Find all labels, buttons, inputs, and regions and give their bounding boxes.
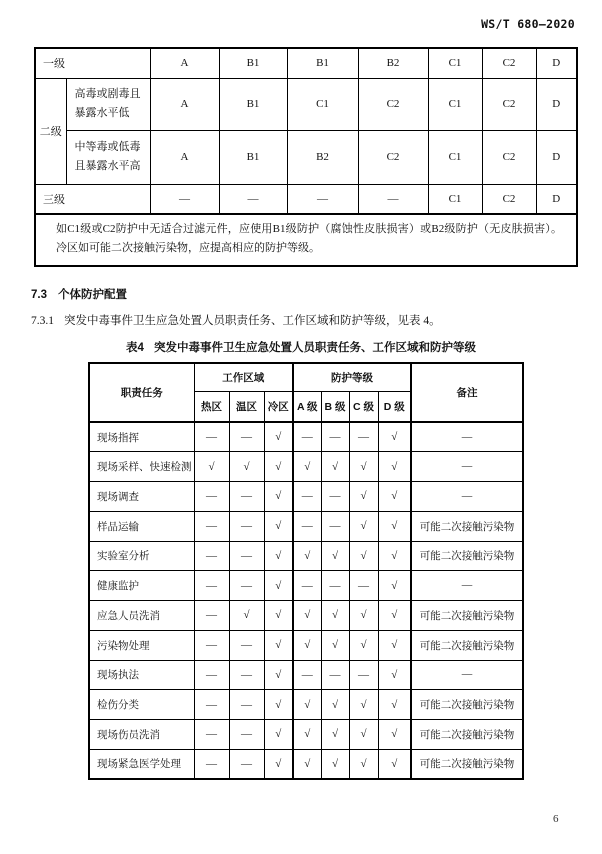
mark-cell: — bbox=[194, 720, 229, 750]
mark-cell: √ bbox=[349, 690, 378, 720]
mark-cell: — bbox=[194, 749, 229, 779]
table4-row bbox=[89, 601, 523, 631]
grade-cell: C2 bbox=[482, 130, 536, 184]
mark-cell: √ bbox=[321, 749, 349, 779]
table4-row bbox=[89, 422, 523, 452]
mark-cell: √ bbox=[321, 630, 349, 660]
grade-cell: C1 bbox=[428, 130, 482, 184]
mark-cell: — bbox=[229, 749, 264, 779]
grade-cell: D bbox=[536, 130, 577, 184]
grade-cell: C1 bbox=[428, 48, 482, 78]
mark-cell: √ bbox=[264, 571, 293, 601]
mark-cell: — bbox=[194, 571, 229, 601]
mark-cell: √ bbox=[378, 422, 411, 452]
remark-cell: — bbox=[411, 482, 523, 512]
table-note: 如C1级或C2防护中无适合过滤元件，应使用B1级防护（腐蚀性皮肤损害）或B2级防护（无皮肤损害）。冷区如可能二次接触污染物，应提高相应的防护等级。 bbox=[35, 214, 577, 266]
level-label-cell: 一级 bbox=[35, 48, 150, 78]
mark-cell: — bbox=[293, 482, 321, 512]
standard-reference: WS/T 680—2020 bbox=[481, 17, 575, 31]
mark-cell: √ bbox=[378, 660, 411, 690]
grade-cell: — bbox=[150, 184, 219, 214]
mark-cell: √ bbox=[293, 690, 321, 720]
section-heading bbox=[31, 286, 127, 302]
page-number: 6 bbox=[553, 813, 559, 825]
mark-cell: √ bbox=[264, 601, 293, 631]
mark-cell: √ bbox=[349, 511, 378, 541]
task-cell: 实验室分析 bbox=[89, 541, 194, 571]
condition-cell: 高毒或剧毒且暴露水平低 bbox=[66, 78, 150, 130]
mark-cell: √ bbox=[378, 482, 411, 512]
grade-cell: C2 bbox=[358, 130, 428, 184]
mark-cell: √ bbox=[264, 720, 293, 750]
mark-cell: √ bbox=[264, 422, 293, 452]
mark-cell: — bbox=[229, 571, 264, 601]
col-header-hot-zone: 热区 bbox=[194, 391, 229, 422]
mark-cell: — bbox=[293, 571, 321, 601]
mark-cell: √ bbox=[264, 690, 293, 720]
mark-cell: √ bbox=[378, 720, 411, 750]
mark-cell: — bbox=[194, 511, 229, 541]
level-label-cell: 三级 bbox=[35, 184, 150, 214]
mark-cell: — bbox=[349, 660, 378, 690]
mark-cell: √ bbox=[264, 630, 293, 660]
mark-cell: — bbox=[321, 660, 349, 690]
mark-cell: — bbox=[194, 422, 229, 452]
grade-cell: B1 bbox=[219, 48, 287, 78]
task-cell: 现场伤员洗消 bbox=[89, 720, 194, 750]
grade-cell: B1 bbox=[219, 130, 287, 184]
grade-cell: B2 bbox=[287, 130, 358, 184]
mark-cell: √ bbox=[349, 630, 378, 660]
mark-cell: √ bbox=[293, 749, 321, 779]
grade-cell: C2 bbox=[482, 48, 536, 78]
mark-cell: √ bbox=[293, 720, 321, 750]
table-row-level1 bbox=[35, 48, 577, 78]
remark-cell: 可能二次接触污染物 bbox=[411, 511, 523, 541]
col-header-warm-zone: 温区 bbox=[229, 391, 264, 422]
grade-cell: D bbox=[536, 184, 577, 214]
mark-cell: — bbox=[194, 482, 229, 512]
mark-cell: √ bbox=[293, 630, 321, 660]
mark-cell: √ bbox=[349, 541, 378, 571]
mark-cell: √ bbox=[378, 511, 411, 541]
mark-cell: √ bbox=[229, 601, 264, 631]
mark-cell: √ bbox=[264, 452, 293, 482]
task-cell: 污染物处理 bbox=[89, 630, 194, 660]
mark-cell: — bbox=[229, 630, 264, 660]
mark-cell: — bbox=[229, 541, 264, 571]
mark-cell: √ bbox=[264, 749, 293, 779]
mark-cell: — bbox=[229, 720, 264, 750]
mark-cell: √ bbox=[378, 541, 411, 571]
task-cell: 现场采样、快速检测 bbox=[89, 452, 194, 482]
grade-cell: C2 bbox=[358, 78, 428, 130]
remark-cell: — bbox=[411, 452, 523, 482]
grade-cell: C1 bbox=[287, 78, 358, 130]
task-cell: 现场紧急医学处理 bbox=[89, 749, 194, 779]
grade-cell: D bbox=[536, 48, 577, 78]
table4-row bbox=[89, 452, 523, 482]
col-header-level-d: D 级 bbox=[378, 391, 411, 422]
mark-cell: √ bbox=[378, 690, 411, 720]
task-cell: 现场调查 bbox=[89, 482, 194, 512]
mark-cell: √ bbox=[349, 452, 378, 482]
table-row-level2b bbox=[35, 130, 577, 184]
mark-cell: — bbox=[349, 422, 378, 452]
section-paragraph bbox=[31, 312, 441, 328]
mark-cell: — bbox=[321, 571, 349, 601]
mark-cell: — bbox=[229, 422, 264, 452]
col-header-remark: 备注 bbox=[411, 363, 523, 422]
remark-cell: — bbox=[411, 571, 523, 601]
table4-row bbox=[89, 720, 523, 750]
mark-cell: √ bbox=[349, 720, 378, 750]
mark-cell: √ bbox=[293, 601, 321, 631]
grade-cell: — bbox=[287, 184, 358, 214]
table4-caption-label: 表4 bbox=[126, 342, 144, 354]
mark-cell: — bbox=[349, 571, 378, 601]
mark-cell: — bbox=[293, 660, 321, 690]
mark-cell: — bbox=[293, 422, 321, 452]
mark-cell: √ bbox=[321, 601, 349, 631]
grade-cell: — bbox=[358, 184, 428, 214]
mark-cell: √ bbox=[349, 749, 378, 779]
mark-cell: √ bbox=[378, 630, 411, 660]
col-group-protection-level: 防护等级 bbox=[293, 363, 411, 391]
mark-cell: √ bbox=[264, 482, 293, 512]
mark-cell: — bbox=[293, 511, 321, 541]
grade-cell: C2 bbox=[482, 184, 536, 214]
table4-header-row-1 bbox=[89, 363, 523, 391]
table4-row bbox=[89, 749, 523, 779]
table4-row bbox=[89, 511, 523, 541]
grade-cell: C1 bbox=[428, 78, 482, 130]
table4-duty-protection bbox=[88, 362, 524, 780]
mark-cell: √ bbox=[229, 452, 264, 482]
mark-cell: — bbox=[229, 482, 264, 512]
table4-row bbox=[89, 541, 523, 571]
mark-cell: — bbox=[321, 422, 349, 452]
col-header-level-c: C 级 bbox=[349, 391, 378, 422]
grade-cell: C2 bbox=[482, 78, 536, 130]
table4-caption-text: 突发中毒事件卫生应急处置人员职责任务、工作区域和防护等级 bbox=[153, 342, 476, 354]
mark-cell: √ bbox=[293, 541, 321, 571]
grade-cell: B1 bbox=[287, 48, 358, 78]
table4-row bbox=[89, 571, 523, 601]
mark-cell: √ bbox=[264, 541, 293, 571]
table4-body bbox=[89, 363, 523, 779]
table-row-level2a bbox=[35, 78, 577, 130]
grade-cell: B2 bbox=[358, 48, 428, 78]
mark-cell: √ bbox=[349, 601, 378, 631]
col-group-work-area: 工作区域 bbox=[194, 363, 293, 391]
mark-cell: — bbox=[194, 541, 229, 571]
table4-row bbox=[89, 660, 523, 690]
mark-cell: √ bbox=[293, 452, 321, 482]
mark-cell: — bbox=[194, 690, 229, 720]
remark-cell: 可能二次接触污染物 bbox=[411, 749, 523, 779]
paragraph-text: 突发中毒事件卫生应急处置人员职责任务、工作区域和防护等级，见表 4。 bbox=[64, 315, 441, 327]
remark-cell: 可能二次接触污染物 bbox=[411, 690, 523, 720]
mark-cell: √ bbox=[264, 660, 293, 690]
mark-cell: — bbox=[194, 601, 229, 631]
mark-cell: √ bbox=[264, 511, 293, 541]
remark-cell: — bbox=[411, 422, 523, 452]
mark-cell: √ bbox=[321, 452, 349, 482]
mark-cell: √ bbox=[321, 690, 349, 720]
col-header-cold-zone: 冷区 bbox=[264, 391, 293, 422]
task-cell: 检伤分类 bbox=[89, 690, 194, 720]
level-label-cell: 二级 bbox=[35, 78, 66, 184]
mark-cell: √ bbox=[321, 720, 349, 750]
mark-cell: √ bbox=[378, 749, 411, 779]
mark-cell: — bbox=[321, 511, 349, 541]
table4-row bbox=[89, 690, 523, 720]
section-title: 个体防护配置 bbox=[58, 289, 127, 301]
task-cell: 现场指挥 bbox=[89, 422, 194, 452]
table-row-level3 bbox=[35, 184, 577, 214]
remark-cell: — bbox=[411, 660, 523, 690]
mark-cell: — bbox=[194, 630, 229, 660]
remark-cell: 可能二次接触污染物 bbox=[411, 541, 523, 571]
condition-cell: 中等毒或低毒且暴露水平高 bbox=[66, 130, 150, 184]
grade-cell: C1 bbox=[428, 184, 482, 214]
mark-cell: — bbox=[321, 482, 349, 512]
grade-cell: B1 bbox=[219, 78, 287, 130]
grade-cell: D bbox=[536, 78, 577, 130]
grade-cell: A bbox=[150, 130, 219, 184]
table4-row bbox=[89, 482, 523, 512]
mark-cell: √ bbox=[321, 541, 349, 571]
mark-cell: — bbox=[194, 660, 229, 690]
mark-cell: — bbox=[229, 690, 264, 720]
remark-cell: 可能二次接触污染物 bbox=[411, 630, 523, 660]
protection-level-matrix-table bbox=[34, 47, 578, 267]
table-note-row bbox=[35, 214, 577, 266]
mark-cell: √ bbox=[194, 452, 229, 482]
task-cell: 现场执法 bbox=[89, 660, 194, 690]
col-header-level-a: A 级 bbox=[293, 391, 321, 422]
paragraph-number: 7.3.1 bbox=[31, 315, 54, 327]
mark-cell: √ bbox=[378, 601, 411, 631]
mark-cell: √ bbox=[378, 452, 411, 482]
table4-row bbox=[89, 630, 523, 660]
table4-caption bbox=[0, 339, 602, 355]
task-cell: 健康监护 bbox=[89, 571, 194, 601]
mark-cell: √ bbox=[349, 482, 378, 512]
grade-cell: — bbox=[219, 184, 287, 214]
remark-cell: 可能二次接触污染物 bbox=[411, 720, 523, 750]
section-number: 7.3 bbox=[31, 289, 47, 301]
col-header-level-b: B 级 bbox=[321, 391, 349, 422]
task-cell: 应急人员洗消 bbox=[89, 601, 194, 631]
mark-cell: √ bbox=[378, 571, 411, 601]
remark-cell: 可能二次接触污染物 bbox=[411, 601, 523, 631]
col-header-task: 职责任务 bbox=[89, 363, 194, 422]
grade-cell: A bbox=[150, 48, 219, 78]
task-cell: 样品运输 bbox=[89, 511, 194, 541]
mark-cell: — bbox=[229, 660, 264, 690]
mark-cell: — bbox=[229, 511, 264, 541]
grade-cell: A bbox=[150, 78, 219, 130]
